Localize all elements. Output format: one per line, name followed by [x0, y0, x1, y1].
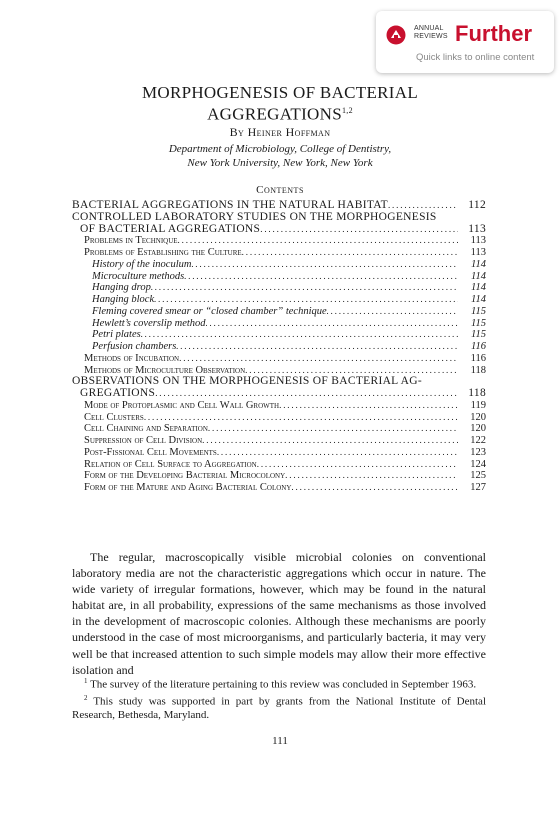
toc-leader-dots — [176, 341, 458, 353]
toc-entry-label: Perfusion chambers — [92, 341, 177, 352]
toc-entry-page: 114 — [471, 282, 486, 294]
toc-entry — [72, 271, 486, 283]
toc-entry-page: 119 — [470, 399, 486, 411]
toc-entry-page: 115 — [471, 305, 486, 317]
toc-entry-label: Form of the Mature and Aging Bacterial Colony — [84, 482, 292, 493]
toc-entry-label: Cell Clusters — [84, 411, 144, 423]
toc-leader-dots — [141, 329, 458, 341]
toc-entry — [72, 294, 486, 306]
toc-entry — [72, 470, 486, 482]
toc-entry — [72, 435, 486, 447]
toc-leader-dots — [191, 259, 458, 271]
toc-entry-label: BACTERIAL AGGREGATIONS IN THE NATURAL HABITAT — [72, 199, 388, 211]
toc-entry-label: Petri plates — [92, 329, 141, 341]
toc-entry-page: 122 — [470, 435, 486, 446]
toc-entry-page: 116 — [470, 352, 486, 364]
toc-entry-label: History of the inoculum — [92, 258, 192, 270]
toc-leader-dots — [208, 423, 458, 435]
footnote-2: $^2$ This study was supported in part by grants from the National Institute of Dental Research, Bethesda, Maryland. — [72, 694, 486, 722]
page-number: 111 — [272, 735, 288, 747]
toc-entry-label: Problems in Technique — [84, 235, 178, 247]
further-links-badge[interactable] — [376, 11, 554, 73]
toc-entry — [72, 388, 486, 400]
toc-leader-dots — [151, 282, 458, 294]
toc-leader-dots — [206, 318, 458, 330]
toc-entry — [72, 247, 486, 259]
toc-entry — [72, 306, 486, 318]
toc-leader-dots — [388, 200, 458, 212]
toc-entry — [72, 412, 486, 424]
toc-entry-page: 118 — [470, 364, 486, 376]
footnotes — [72, 675, 486, 723]
article-title: MORPHOGENESIS OF BACTERIAL AGGREGATIONS$^{1,2}$ — [141, 83, 419, 124]
toc-entry-page: 113 — [470, 235, 486, 247]
toc-entry-page: 123 — [470, 446, 486, 458]
toc-entry-label: Methods of Microculture Observation — [84, 364, 246, 376]
toc-entry — [72, 423, 486, 435]
toc-entry-page: 113 — [468, 222, 486, 235]
toc-entry-page: 124 — [470, 458, 486, 470]
toc-entry-label: Fleming covered smear or “closed chamber” technique — [92, 305, 327, 317]
toc-entry — [72, 459, 486, 471]
toc-entry-page: 118 — [468, 387, 486, 399]
badge-further-label: Further — [455, 21, 532, 46]
toc-entry-label: GREGATIONS — [80, 387, 156, 399]
annual-reviews-logo-icon — [386, 25, 406, 45]
toc-leader-dots — [184, 271, 458, 283]
toc-entry-page: 120 — [470, 411, 486, 423]
toc-entry-label: Cell Chaining and Separation — [84, 423, 208, 435]
toc-entry-page: 120 — [470, 423, 486, 435]
badge-subtitle: Quick links to online content — [416, 52, 535, 63]
toc-entry-label: OF BACTERIAL AGGREGATIONS — [80, 222, 261, 235]
toc-entry — [72, 482, 486, 494]
toc-entry-label: Methods of Incubation — [84, 352, 180, 364]
toc-entry — [72, 341, 486, 353]
toc-entry — [72, 400, 486, 412]
toc-entry-page: 115 — [471, 317, 486, 329]
toc-entry — [72, 329, 486, 341]
toc-entry-label: Hanging drop — [92, 282, 151, 294]
toc-entry-label: Hanging block — [92, 294, 155, 305]
toc-entry-page: 115 — [471, 329, 486, 341]
toc-leader-dots — [179, 353, 458, 365]
toc-entry-page: 114 — [471, 270, 486, 282]
toc-leader-dots — [154, 294, 458, 306]
author-line: By Heiner Hoffman — [229, 125, 331, 139]
toc-leader-dots — [242, 247, 458, 259]
toc-entry — [72, 447, 486, 459]
toc-entry-page: 114 — [471, 258, 486, 270]
toc-entry-label: CONTROLLED LABORATORY STUDIES ON THE MORPHOGENESIS — [72, 210, 437, 223]
toc-entry-label: Mode of Protoplasmic and Cell Wall Growth — [84, 399, 280, 411]
toc-leader-dots — [178, 235, 458, 247]
toc-entry-label: Relation of Cell Surface to Aggregation — [84, 458, 257, 470]
toc-entry-page: 127 — [470, 482, 486, 493]
toc-entry-label: Hewlett’s coverslip method — [92, 317, 206, 329]
toc-entry-label: Problems of Establishing the Culture — [84, 247, 242, 258]
toc-leader-dots — [279, 400, 458, 412]
toc-entry-label: OBSERVATIONS ON THE MORPHOGENESIS OF BACTERIAL AG- — [72, 375, 422, 388]
toc-entry-page: 112 — [468, 199, 486, 211]
toc-entry-label: Form of the Developing Bacterial Microcolony — [84, 470, 286, 482]
toc-leader-dots — [155, 388, 458, 400]
footnote-1: $^1$ The survey of the literature pertaining to this review was concluded in September 1963. — [84, 677, 477, 691]
toc-leader-dots — [260, 224, 458, 236]
toc-entry — [72, 353, 486, 365]
title-footnote-marks: 1,2 — [341, 106, 353, 115]
toc-leader-dots — [144, 412, 458, 424]
toc-leader-dots — [285, 470, 458, 482]
toc-leader-dots — [257, 459, 458, 471]
contents-heading: Contents — [256, 184, 304, 196]
toc-entry-label: Post-Fissional Cell Movements — [84, 446, 217, 458]
table-of-contents — [72, 200, 486, 494]
toc-leader-dots — [327, 306, 458, 318]
toc-leader-dots — [202, 435, 458, 447]
badge-kicker: ANNUAL REVIEWS — [414, 25, 448, 40]
toc-entry-page: 113 — [470, 247, 486, 258]
toc-entry-page: 125 — [470, 470, 486, 482]
toc-entry — [72, 224, 486, 236]
toc-entry — [72, 235, 486, 247]
body-paragraph: The regular, macroscopically visible microbial colonies on conventional laboratory media are not the characteristic aggregations which occur in nature. The wide variety of irregular formations, however, which may be found in the natural habitat are, in all probability, expressions of the same mechanisms as those involved in the development of macroscopic colonies. Although these mechanisms are poorly understood in the case of most microorganisms, and particularly bacteria, it may very well be that increased attention to such simple models may allow their more effective isolation and — [72, 550, 486, 677]
toc-entry — [72, 282, 486, 294]
toc-entry-page: 114 — [471, 294, 486, 305]
toc-entry — [72, 212, 486, 224]
toc-entry — [72, 200, 486, 212]
toc-leader-dots — [217, 447, 458, 459]
toc-leader-dots — [291, 482, 458, 494]
toc-entry-label: Suppression of Cell Division — [84, 435, 203, 446]
toc-entry — [72, 259, 486, 271]
toc-entry — [72, 318, 486, 330]
toc-entry-page: 116 — [471, 341, 486, 352]
toc-entry-label: Microculture methods — [92, 270, 185, 282]
affiliation: Department of Microbiology, College of Dentistry, New York University, New York, New York — [168, 143, 392, 169]
